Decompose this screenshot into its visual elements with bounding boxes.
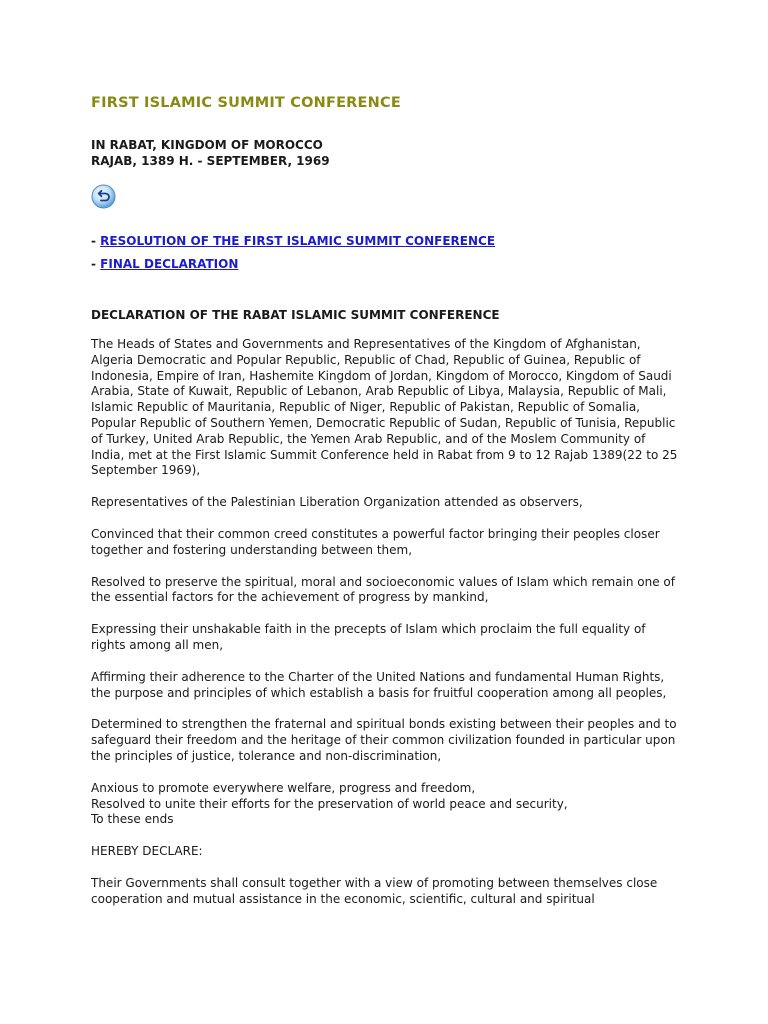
conference-subtitle	[91, 137, 681, 169]
closing-line: Resolved to unite their efforts for the preservation of world peace and security,	[91, 796, 568, 811]
final-declaration-link[interactable]: FINAL DECLARATION	[100, 257, 239, 271]
paragraph-final: Their Governments shall consult together with a view of promoting between themselves close cooperation and mutual assistance in the economic, scientific, cultural and spiritual	[91, 875, 658, 906]
declaration-body	[91, 337, 681, 908]
paragraph-participants: The Heads of States and Governments and Representatives of the Kingdom of Afghanistan, Algeria Democratic and Popular Republic, Republic of Chad, Republic of Guinea, Republic of Indonesia, Empire of Iran, Hashemite Kingdom of Jordan, Kingdom of Morocco, Kingdom of Saudi Arabia, State of Kuwait, Republic of Lebanon, Arab Republic of Libya, Malaysia, Republic of Mali, Islamic Republic of Mauritania, Republic of Niger, Republic of Pakistan, Republic of Somalia, Popular Republic of Southern Yemen, Democratic Republic of Sudan, Republic of Tunisia, Republic of Turkey, United Arab Republic, the Yemen Arab Republic, and of the Moslem Community of India, met at the First Islamic Summit Conference held in Rabat from 9 to 12 Rajab 1389(22 to 25 September 1969),	[91, 337, 678, 478]
paragraph-affirming: Affirming their adherence to the Charter of the United Nations and fundamental Human Rights, the purpose and principles of which establish a basis for fruitful cooperation among all peoples,	[91, 669, 667, 700]
document-page	[91, 94, 681, 924]
resolution-link[interactable]: RESOLUTION OF THE FIRST ISLAMIC SUMMIT CONFERENCE	[100, 234, 496, 248]
document-links	[91, 230, 681, 276]
paragraph-closing	[91, 781, 681, 828]
conference-location: IN RABAT, KINGDOM OF MOROCCO	[91, 138, 323, 152]
back-arrow-icon	[91, 184, 116, 209]
paragraph-observers: Representatives of the Palestinian Liberation Organization attended as observers,	[91, 495, 583, 510]
paragraph-declare: HEREBY DECLARE:	[91, 844, 203, 859]
link-row-final-declaration	[91, 253, 681, 276]
paragraph-expressing: Expressing their unshakable faith in the precepts of Islam which proclaim the full equality of rights among all men,	[91, 622, 646, 652]
closing-line: To these ends	[91, 812, 174, 827]
back-button[interactable]	[91, 184, 116, 209]
page-title: FIRST ISLAMIC SUMMIT CONFERENCE	[91, 95, 401, 111]
conference-date: RAJAB, 1389 H. - SEPTEMBER, 1969	[91, 154, 330, 168]
paragraph-resolved: Resolved to preserve the spiritual, moral and socioeconomic values of Islam which remain one of the essential factors for the achievement of progress by mankind,	[91, 574, 675, 605]
closing-line: Anxious to promote everywhere welfare, progress and freedom,	[91, 780, 476, 795]
link-dash: -	[91, 257, 101, 271]
paragraph-convinced: Convinced that their common creed constitutes a powerful factor bringing their peoples closer together and fostering understanding between them,	[91, 526, 660, 557]
paragraph-determined: Determined to strengthen the fraternal and spiritual bonds existing between their peoples and to safeguard their freedom and the heritage of their common civilization founded in particular upon the principles of justice, tolerance and non-discrimination,	[91, 717, 677, 763]
link-row-resolution	[91, 230, 681, 253]
link-dash: -	[91, 234, 101, 248]
declaration-heading: DECLARATION OF THE RABAT ISLAMIC SUMMIT CONFERENCE	[91, 308, 500, 322]
